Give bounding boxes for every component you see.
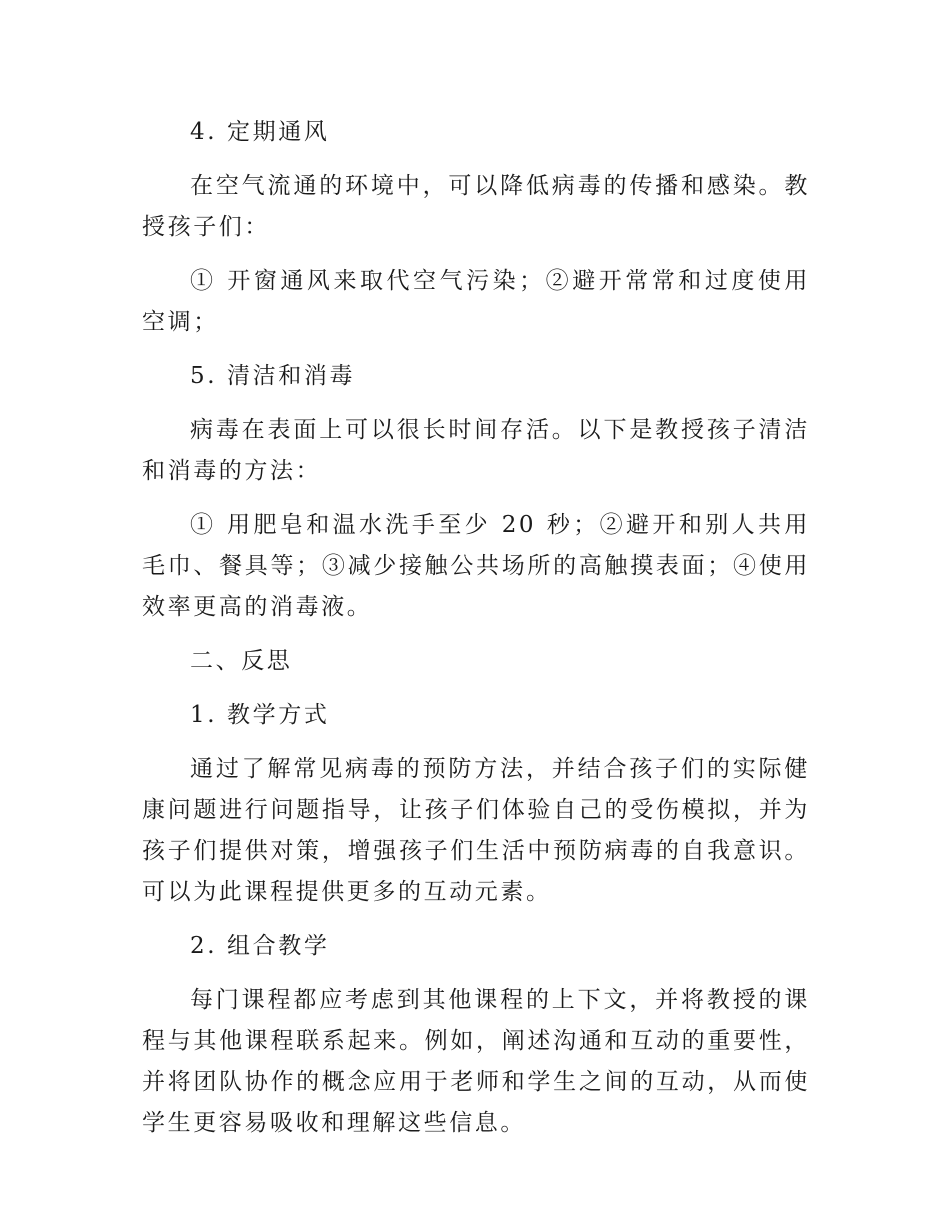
subheading-teaching-method: 1. 教学方式: [190, 702, 330, 728]
paragraph-cleaning-intro: 病毒在表面上可以很长时间存活。以下是教授孩子清洁和消毒的方法：: [142, 417, 810, 484]
paragraph-ventilation-intro: 在空气流通的环境中，可以降低病毒的传播和感染。教授孩子们：: [142, 173, 810, 240]
paragraph-ventilation-tips: ① 开窗通风来取代空气污染；②避开常常和过度使用空调；: [142, 268, 810, 335]
subheading-combined-teaching: 2. 组合教学: [190, 933, 330, 959]
document-body: [142, 112, 810, 1157]
paragraph-cleaning-tips: ① 用肥皂和温水洗手至少 20 秒；②避开和别人共用毛巾、餐具等；③减少接触公共场所的高触摸表面；④使用效率更高的消毒液。: [142, 512, 810, 620]
paragraph-teaching-method: 通过了解常见病毒的预防方法，并结合孩子们的实际健康问题进行问题指导，让孩子们体验自己的受伤模拟，并为孩子们提供对策，增强孩子们生活中预防病毒的自我意识。可以为此课程提供更多的互动元素。: [142, 756, 810, 905]
section-heading-ventilation: 4. 定期通风: [190, 119, 330, 145]
section-heading-cleaning: 5. 清洁和消毒: [190, 363, 356, 389]
section-heading-reflection: 二、反思: [190, 648, 293, 674]
paragraph-combined-teaching: 每门课程都应考虑到其他课程的上下文，并将教授的课程与其他课程联系起来。例如，阐述沟通和互动的重要性，并将团队协作的概念应用于老师和学生之间的互动，从而使学生更容易吸收和理解这些信息。: [142, 987, 810, 1136]
